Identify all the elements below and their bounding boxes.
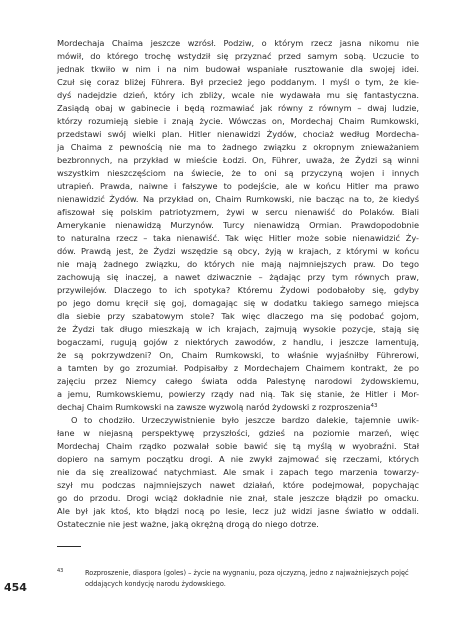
text-line: dopiero na samym początku drogi. A nie zwykł zajmować się rzeczami, których: [57, 454, 419, 464]
text-line: przywilejów. Dlaczego to ich spotyka? Któremu Żydowi podobałoby się, gdyby: [57, 285, 419, 295]
text-line: mówił, do którego trochę wstydził się przyznać przed samym sobą. Uczucie to: [57, 51, 419, 61]
text-line: [57, 401, 419, 414]
text-line: go do przodu. Drogi wciąż dokładnie nie znał, stale jeszcze błądził po omacku.: [57, 493, 419, 503]
footnote-reference[interactable]: 43: [370, 403, 378, 409]
footnote-line: Rozproszenie, diaspora (goles) – życie na wygnaniu, poza ojczyzną, jedno z najważniejszych pojęć: [85, 569, 409, 577]
text-line: a jemu, Rumkowskiemu, powierzy rządy nad nią. Tak się stanie, że Hitler i Mor-: [57, 389, 419, 399]
text-line: bezbronnych, na przykład w mieście Łodzi. On, Führer, uważa, że Żydzi są winni: [57, 155, 419, 165]
text-line: to naturalna rzecz – taka nienawiść. Tak więc Hitler może sobie nienawidzić Ży-: [57, 233, 419, 243]
text-line: że są pokrzywdzeni? On, Chaim Rumkowski, to właśnie wyjaśniłby Führerowi,: [57, 350, 419, 360]
page-number: 454: [4, 581, 27, 594]
text-line: zachowują się inaczej, a nawet dziwacznie – żądając przy tym równych praw,: [57, 272, 419, 282]
text-line: afiszował się polskim patriotyzmem, żywi w sercu nienawiść do Polaków. Biali: [57, 207, 419, 217]
text-line: Ostatecznie nie jest ważne, jaką okrężną drogą do niego dotrze.: [57, 519, 319, 529]
text-line: Amerykanie nienawidzą Murzynów. Turcy nienawidzą Ormian. Prawdopodobnie: [57, 220, 419, 230]
text-line: Ale był jak ktoś, kto błądzi nocą po lesie, lecz już widzi jasne światło w oddali.: [57, 506, 419, 516]
text-line: nie da się zrealizować natychmiast. Ale smak i zapach tego marzenia towarzy-: [57, 467, 419, 477]
text-line: jednak tkwiło w nim i na nim budował wspaniałe rusztowanie dla swojej idei.: [57, 64, 419, 74]
footnote-line: oddających kondycję narodu żydowskiego.: [85, 580, 226, 588]
text-line: a tamten by go zrozumiał. Podpisałby z Mordechajem Chaimem kontrakt, że po: [57, 363, 419, 373]
paragraph-2: [57, 414, 419, 531]
text-line: którzy rozumieją siebie i znają życie. Wówczas on, Mordechaj Chaim Rumkowski,: [57, 116, 419, 126]
text-line: Mordechaja Chaima jeszcze wzrósł. Podziw, o którym rzecz jasna nikomu nie: [57, 38, 419, 48]
body-text: [57, 37, 419, 531]
text-line: wszystkim nieszczęściom na świecie, że to oni są przyczyną wojen i innych: [57, 168, 419, 178]
text-line: Mordechaj Chaim rządko pozwalał sobie bawić się tą myślą w wyobraźni. Stał: [57, 441, 419, 451]
text-line: przedstawi swój wielki plan. Hitler nienawidzi Żydów, chociaż według Mordecha-: [57, 129, 419, 139]
text-line-content: dechaj Chaim Rumkowski na zawsze wyzwolą naród żydowski z rozproszenia: [57, 402, 371, 412]
text-line: ja Chaima z pewnością nie ma to żadnego związku z okropnym znieważaniem: [57, 142, 419, 152]
text-line: zajęciu przez Niemcy całego świata odda Palestynę narodowi żydowskiemu,: [57, 376, 419, 386]
footnote-number: 43: [57, 568, 64, 574]
text-line: Zasiądą obaj w gabinecie i będą rozmawiać jak równy z równym – dwaj ludzie,: [57, 103, 419, 113]
text-line: dyś nadejdzie dzień, który ich zbliży, wcale nie wydawała mu się fantastyczna.: [57, 90, 419, 100]
text-line: szył mu podczas najmniejszych nawet działań, które podejmował, popychając: [57, 480, 419, 490]
text-line: utrapień. Prawda, naiwne i fałszywe to podejście, ale w końcu Hitler ma prawo: [57, 181, 419, 191]
text-line: Czuł się coraz bliżej Führera. Był przecież jego poddanym. I myśl o tym, że kie-: [57, 77, 419, 87]
footnote-divider: [57, 546, 81, 547]
text-line: nie mają żadnego związku, do których nie mają najmniejszych praw. Do tego: [57, 259, 419, 269]
text-line: O to chodziło. Urzeczywistnienie było jeszcze bardzo dalekie, tajemnie uwik-: [71, 415, 419, 425]
text-line: nienawidzić Żydów. Na przykład on, Chaim Rumkowski, nie bacząc na to, że kiedyś: [57, 194, 419, 204]
text-line: że Żydzi tak długo mieszkają w ich krajach, zajmują wysokie pozycje, stają się: [57, 324, 419, 334]
paragraph-1: [57, 37, 419, 414]
text-line: bogaczami, rugują gojów z niektórych zawodów, z handlu, i jeszcze lamentują,: [57, 337, 419, 347]
text-line: po jego domu kręcił się goj, domagając się w dodatku takiego samego miejsca: [57, 298, 419, 308]
text-line: dla siebie przy szabatowym stole? Tak więc dlaczego ma się podobać gojom,: [57, 311, 419, 321]
text-line: dów. Prawdą jest, że Żydzi wszędzie są obcy, żyją w krajach, z którymi w końcu: [57, 246, 419, 256]
footnote-text: [85, 568, 419, 590]
text-line: łane w niejasną perspektywę przyszłości, gdzieś na poziomie marzeń, więc: [57, 428, 419, 438]
